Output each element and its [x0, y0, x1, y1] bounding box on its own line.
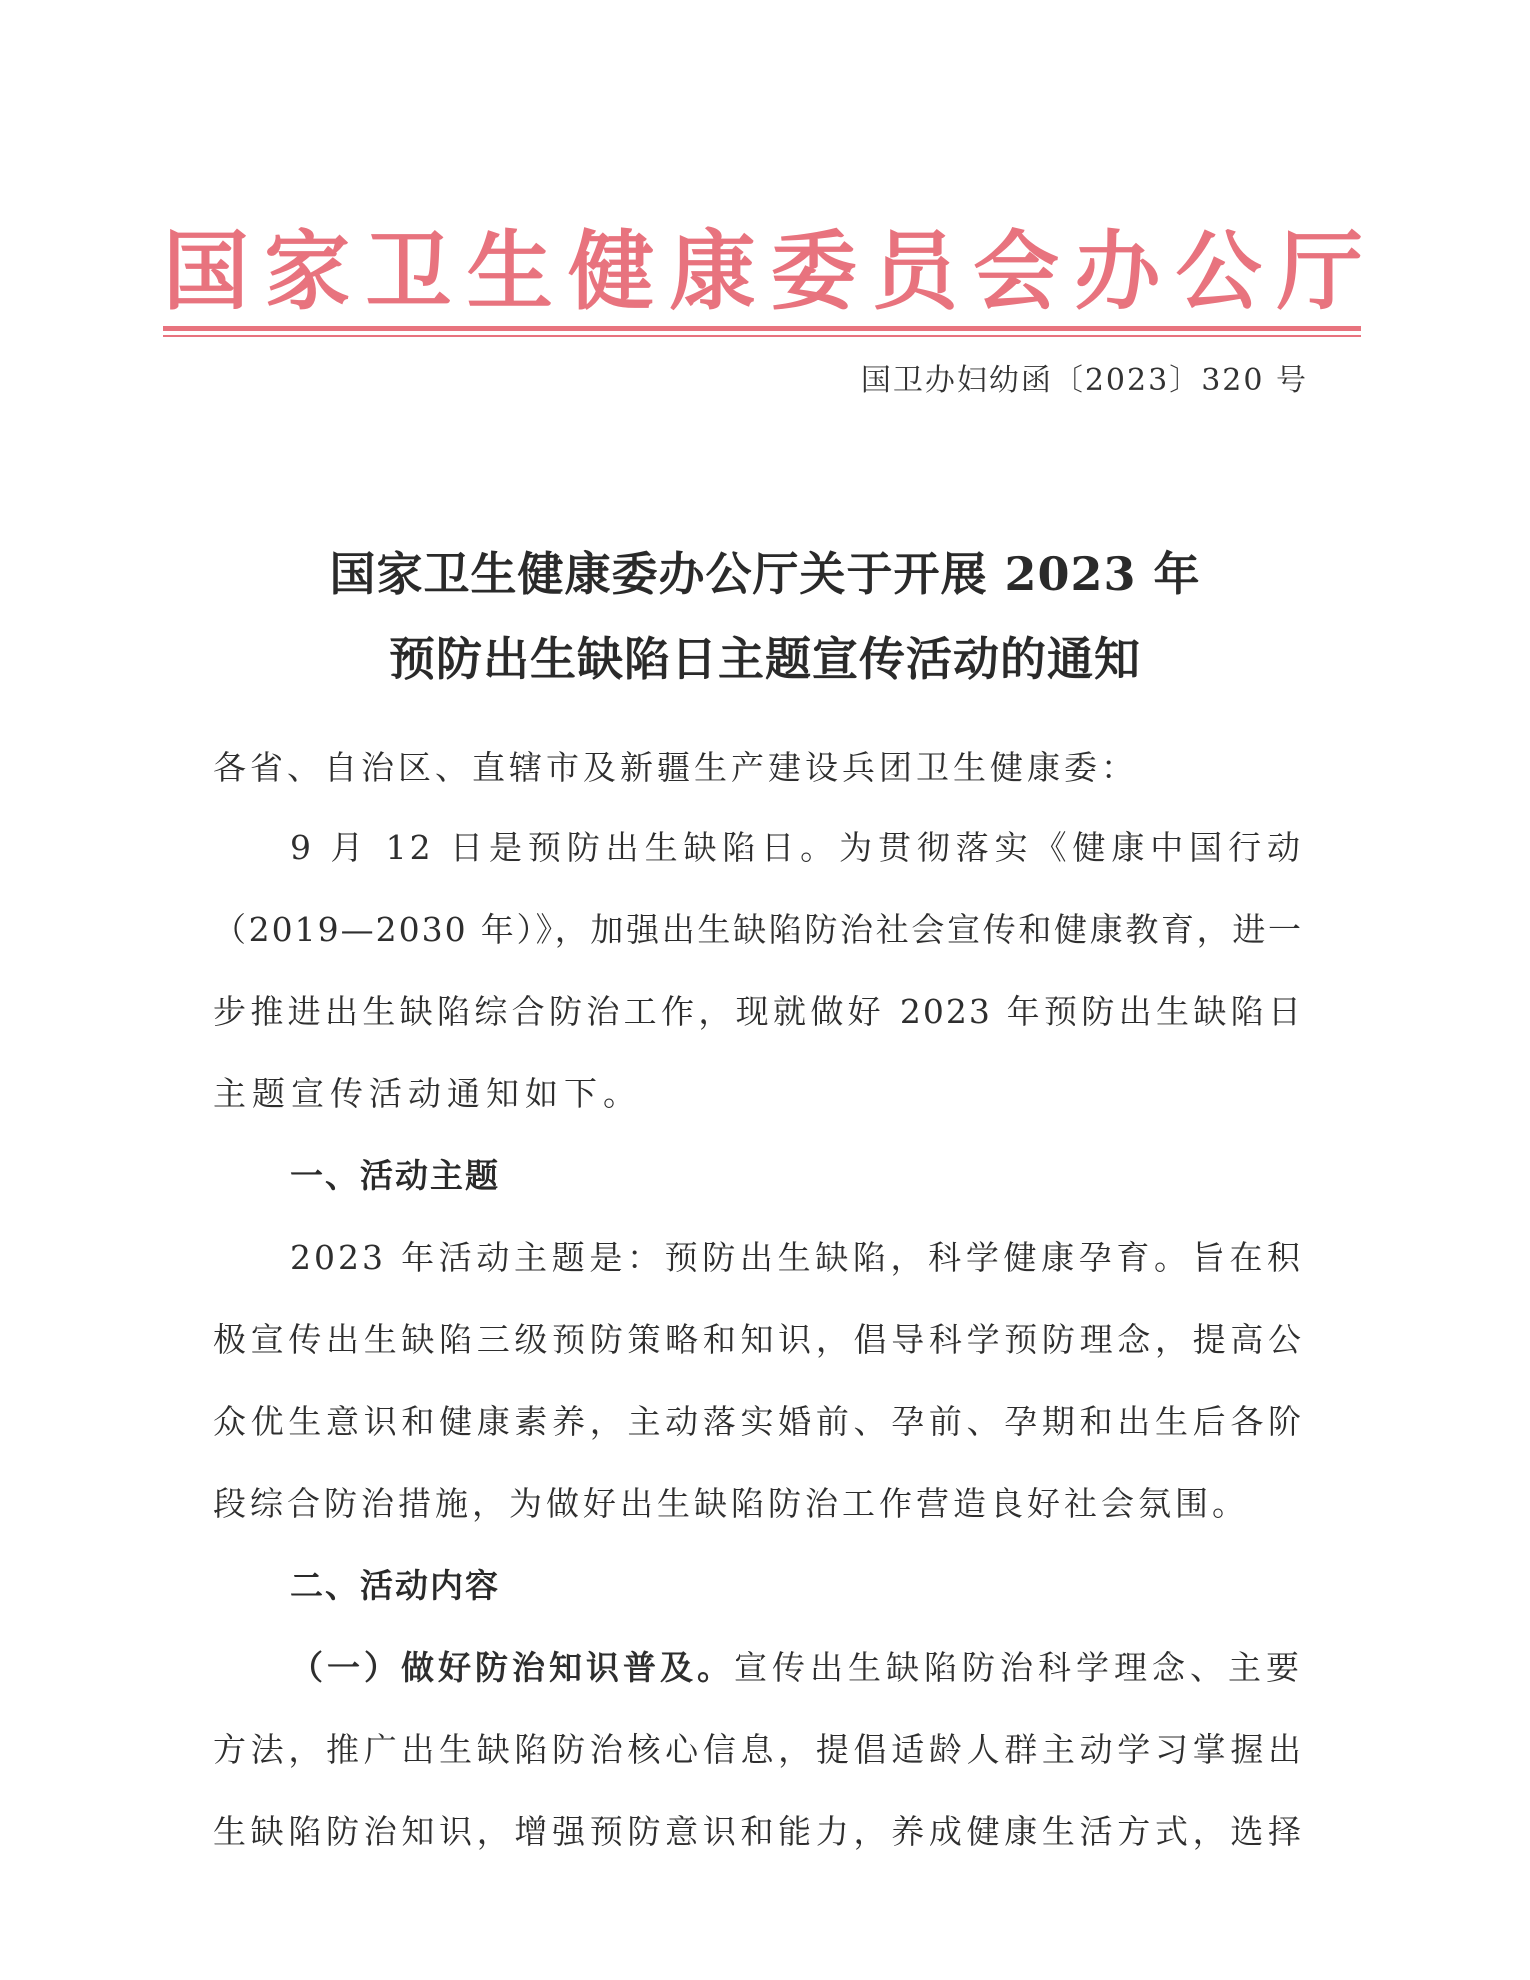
document-number: 国卫办妇幼函〔2023〕320 号 [860, 363, 1308, 398]
section-2-line-3 [213, 1810, 1303, 1854]
section-2-item-1-lead: （一）做好防治知识普及。 [290, 1648, 734, 1687]
intro-line-3-text: 步推进出生缺陷综合防治工作，现就做好 2023 年预防出生缺陷日 [213, 992, 1303, 1031]
masthead-org-name [163, 222, 1363, 322]
section-1-line-2-text: 极宣传出生缺陷三级预防策略和知识，倡导科学预防理念，提高公 [213, 1320, 1303, 1359]
masthead-char: 卫 [365, 221, 452, 322]
section-2-line-2 [213, 1728, 1303, 1772]
masthead-char: 家 [264, 221, 351, 322]
section-1-heading: 一、活动主题 [290, 1156, 500, 1195]
document-title-line-1: 国家卫生健康委办公厅关于开展 2023 年 [329, 547, 1201, 601]
section-1-line-1 [290, 1236, 1303, 1280]
section-1-line-3-text: 众优生意识和健康素养，主动落实婚前、孕前、孕期和出生后各阶 [213, 1402, 1303, 1441]
masthead-rule-thick [163, 326, 1361, 331]
intro-line-2-text: （2019—2030 年）》，加强出生缺陷防治社会宣传和健康教育，进一 [213, 910, 1303, 949]
masthead-char: 会 [973, 221, 1060, 322]
intro-line-2 [213, 908, 1303, 952]
masthead-rule-thin [163, 335, 1361, 337]
masthead-char: 公 [1175, 221, 1262, 322]
section-1-line-2 [213, 1318, 1303, 1362]
section-2-item-1-rest: 宣传出生缺陷防治科学理念、主要 [734, 1648, 1303, 1687]
masthead-char: 办 [1074, 221, 1161, 322]
intro-line-4: 主题宣传活动通知如下。 [213, 1074, 642, 1113]
masthead-char: 员 [871, 221, 958, 322]
masthead-char: 委 [770, 221, 857, 322]
intro-line-1-text: 9 月 12 日是预防出生缺陷日。为贯彻落实《健康中国行动 [290, 828, 1303, 867]
masthead-char: 康 [669, 221, 756, 322]
salutation: 各省、自治区、直辖市及新疆生产建设兵团卫生健康委： [213, 748, 1138, 787]
document-title-line-2: 预防出生缺陷日主题宣传活动的通知 [389, 632, 1141, 686]
masthead-char: 健 [568, 221, 655, 322]
section-2-line-3-text: 生缺陷防治知识，增强预防意识和能力，养成健康生活方式，选择 [213, 1812, 1303, 1851]
section-2-line-2-text: 方法，推广出生缺陷防治核心信息，提倡适龄人群主动学习掌握出 [213, 1730, 1303, 1769]
masthead-char: 厅 [1276, 221, 1363, 322]
masthead-char: 生 [466, 221, 553, 322]
intro-line-1 [290, 826, 1303, 870]
section-2-item-1-line-1 [290, 1646, 1303, 1690]
section-1-line-3 [213, 1400, 1303, 1444]
section-2-heading: 二、活动内容 [290, 1566, 500, 1605]
section-1-line-4: 段综合防治措施，为做好出生缺陷防治工作营造良好社会氛围。 [213, 1484, 1249, 1523]
masthead-char: 国 [163, 221, 249, 322]
intro-line-3 [213, 990, 1303, 1034]
section-1-line-1-text: 2023 年活动主题是：预防出生缺陷，科学健康孕育。旨在积 [290, 1238, 1303, 1277]
